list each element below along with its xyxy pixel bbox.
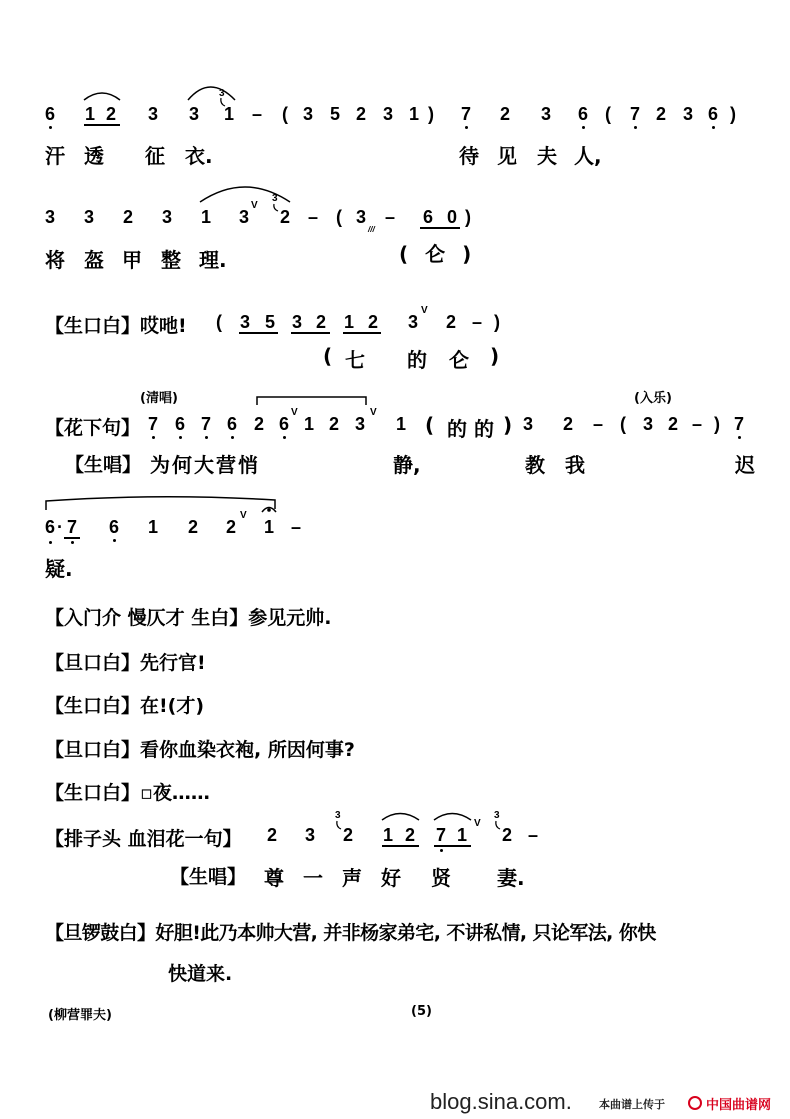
- lyric: 尊: [264, 866, 284, 890]
- percussion: 的: [447, 417, 467, 441]
- dialogue-line: 【旦口白】先行官!: [45, 652, 206, 674]
- dialogue-line: 快道来.: [168, 963, 233, 985]
- watermark-site: 中国曲谱网: [706, 1098, 772, 1113]
- note: 1: [396, 414, 407, 434]
- percussion: 仑: [449, 348, 469, 372]
- tremolo-mark: ///: [368, 225, 375, 234]
- note: 2: [188, 517, 199, 537]
- note: 2: [502, 825, 513, 845]
- paren: ): [714, 414, 720, 434]
- sung-label: 【生唱】: [170, 866, 247, 888]
- dash: –: [385, 207, 396, 227]
- note: 2: [280, 207, 291, 227]
- note: 3: [683, 104, 694, 124]
- note: 5: [265, 312, 276, 332]
- breath-mark: V: [421, 305, 428, 316]
- paren: (: [425, 413, 435, 437]
- sung-label: 【生唱】: [65, 454, 142, 476]
- note: 1: [148, 517, 159, 537]
- dash: –: [593, 414, 604, 434]
- percussion: 的: [407, 348, 427, 372]
- grace-note: 3: [272, 193, 278, 204]
- note: 3: [45, 207, 56, 227]
- note: 3: [383, 104, 394, 124]
- note: 1: [264, 517, 275, 537]
- breath-mark: V: [370, 407, 377, 418]
- page-number: (5): [411, 1004, 432, 1019]
- lyric: 甲: [122, 248, 142, 272]
- slur: [257, 397, 366, 405]
- note: 7: [734, 414, 745, 434]
- grace-hook: [337, 821, 341, 829]
- note: 3: [240, 312, 251, 332]
- note: 2: [343, 825, 354, 845]
- note: 1: [201, 207, 212, 227]
- note: 1: [457, 825, 468, 845]
- paren: (: [605, 104, 611, 124]
- paren: (: [620, 414, 626, 434]
- note: 3: [239, 207, 250, 227]
- note: 2: [329, 414, 340, 434]
- note: 7: [630, 104, 641, 124]
- note: 2: [563, 414, 574, 434]
- lyric: 疑.: [45, 557, 73, 581]
- percussion: 七: [345, 348, 365, 372]
- paren: ): [730, 104, 736, 124]
- note: 0: [447, 207, 458, 227]
- note: 2: [106, 104, 117, 124]
- tune-label: 【排子头 血泪花一句】: [45, 828, 242, 850]
- note: 2: [446, 312, 457, 332]
- note: 7: [461, 104, 472, 124]
- tune-label: 【花下句】: [45, 417, 141, 439]
- annotation: (入乐): [634, 391, 672, 406]
- note: 6: [423, 207, 434, 227]
- note: 3: [408, 312, 419, 332]
- note: 2: [405, 825, 416, 845]
- grace-note: 3: [494, 810, 500, 821]
- breath-mark: V: [251, 200, 258, 211]
- fermata-dot: [267, 508, 271, 512]
- dot: ·: [57, 517, 63, 537]
- watermark-blog: blog.sina.com.: [430, 1089, 572, 1114]
- note: 3: [292, 312, 303, 332]
- footer-title: (柳营罪夫): [48, 1008, 112, 1023]
- note: 7: [67, 517, 78, 537]
- note: 2: [368, 312, 379, 332]
- breath-mark: V: [474, 818, 481, 829]
- note: 3: [84, 207, 95, 227]
- lyric: 一: [303, 866, 323, 890]
- percussion-text: ( 仑 ): [399, 242, 472, 266]
- lyric: 声: [342, 866, 362, 890]
- paren: (: [216, 312, 222, 332]
- lyric: 教: [525, 453, 545, 477]
- percussion: 的: [474, 417, 494, 441]
- dash: –: [252, 104, 263, 124]
- note: 3: [303, 104, 314, 124]
- paren: ): [503, 413, 513, 437]
- note: 3: [356, 207, 367, 227]
- speech-label: 【生口白】哎吔!: [45, 315, 187, 337]
- note: 1: [344, 312, 355, 332]
- slur: [434, 814, 471, 821]
- note: 7: [436, 825, 447, 845]
- note: 3: [189, 104, 200, 124]
- note: 6: [175, 414, 186, 434]
- note: 6: [279, 414, 290, 434]
- paren: ): [428, 104, 434, 124]
- slur: [188, 87, 235, 100]
- note: 2: [500, 104, 511, 124]
- dialogue-line: 【生口白】▫夜……: [45, 782, 210, 804]
- grace-note: 3: [219, 88, 225, 99]
- percussion: ): [490, 344, 500, 368]
- breath-mark: V: [240, 510, 247, 521]
- lyric: 衣.: [185, 144, 213, 168]
- note: 3: [148, 104, 159, 124]
- lyric: 透: [84, 144, 104, 168]
- note: 3: [162, 207, 173, 227]
- watermark-upload: 本曲谱上传于: [599, 1098, 665, 1111]
- dash: –: [472, 312, 483, 332]
- note: 3: [305, 825, 316, 845]
- lyric: 迟: [735, 453, 755, 477]
- note: 2: [656, 104, 667, 124]
- dash: –: [291, 517, 302, 537]
- dash: –: [308, 207, 319, 227]
- note: 6: [578, 104, 589, 124]
- lyric: 妻.: [497, 866, 525, 890]
- breath-mark: V: [291, 407, 298, 418]
- slur: [200, 187, 290, 202]
- note: 1: [383, 825, 394, 845]
- note: 1: [409, 104, 420, 124]
- note: 6: [45, 517, 56, 537]
- dialogue-line: 【旦锣鼓白】好胆!此乃本帅大营, 并非杨家弟宅, 不讲私情, 只论军法, 你快: [45, 922, 656, 944]
- note: 2: [123, 207, 134, 227]
- note: 7: [148, 414, 159, 434]
- paren: ): [465, 207, 471, 227]
- lyric: 为何大营悄: [150, 453, 260, 477]
- annotation: (清唱): [140, 391, 178, 406]
- grace-hook: [221, 98, 225, 106]
- lyric: 见: [497, 144, 517, 168]
- paren: (: [282, 104, 288, 124]
- dialogue-line: 【旦口白】看你血染衣袍, 所因何事?: [45, 739, 355, 761]
- lyric: 我: [565, 453, 585, 477]
- paren: (: [336, 207, 342, 227]
- dialogue-line: 【入门介 慢仄才 生白】参见元帅.: [45, 607, 332, 629]
- note: 2: [226, 517, 237, 537]
- note: 2: [316, 312, 327, 332]
- note: 6: [708, 104, 719, 124]
- note: 2: [254, 414, 265, 434]
- lyric: 将: [45, 248, 65, 272]
- note: 6: [45, 104, 56, 124]
- note: 3: [355, 414, 366, 434]
- note: 7: [201, 414, 212, 434]
- grace-hook: [496, 821, 500, 829]
- lyric: 盔: [84, 248, 104, 272]
- note: 1: [304, 414, 315, 434]
- note: 1: [85, 104, 96, 124]
- note: 3: [541, 104, 552, 124]
- note: 2: [668, 414, 679, 434]
- slur: [84, 93, 120, 100]
- lyric: 人,: [574, 144, 602, 168]
- note: 1: [224, 104, 235, 124]
- note: 6: [109, 517, 120, 537]
- lyric: 整: [161, 248, 181, 272]
- grace-hook: [274, 204, 278, 211]
- note: 6: [227, 414, 238, 434]
- percussion: (: [323, 344, 333, 368]
- paren: ): [494, 312, 500, 332]
- dash: –: [528, 825, 539, 845]
- note: 5: [330, 104, 341, 124]
- dialogue-line: 【生口白】在!(才): [45, 695, 205, 717]
- note: 3: [523, 414, 534, 434]
- note: 2: [267, 825, 278, 845]
- note: 2: [356, 104, 367, 124]
- slur: [382, 814, 419, 821]
- lyric: 夫: [537, 144, 557, 168]
- slur: [46, 497, 275, 510]
- grace-note: 3: [335, 810, 341, 821]
- lyric: 好: [381, 866, 401, 890]
- dash: –: [692, 414, 703, 434]
- lyric: 征: [145, 144, 165, 168]
- lyric: 理.: [199, 248, 227, 272]
- lyric: 汗: [45, 144, 65, 168]
- note: 3: [643, 414, 654, 434]
- lyric: 贤: [431, 866, 451, 890]
- lyric: 静,: [393, 453, 421, 477]
- lyric: 待: [459, 144, 479, 168]
